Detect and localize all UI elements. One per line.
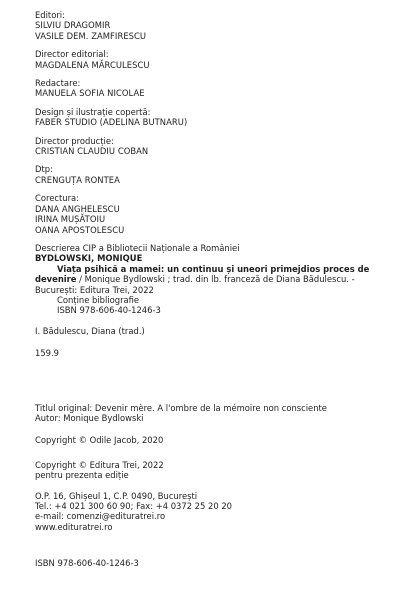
copyright-edition-note: pentru prezenta ediție [35, 470, 129, 481]
credit-role: Editori: [35, 10, 65, 20]
credit-block [35, 193, 405, 235]
credit-block [35, 164, 405, 185]
cip-header: Descrierea CIP a Bibliotecii Naționale a României [35, 242, 240, 253]
contact-web[interactable]: www.edituratrei.ro [35, 521, 113, 532]
contact-phone: Tel.: +4 021 300 60 90; Fax: +4 0372 25 20 20 [35, 501, 232, 511]
cip-isbn: ISBN 978-606-40-1246-3 [57, 305, 161, 316]
contact-section [35, 491, 405, 533]
credit-role: Corectura: [35, 193, 79, 204]
credit-name: VASILE DEM. ZAMFIRESCU [35, 30, 147, 41]
credit-role: Director producție: [35, 135, 114, 146]
cip-classification: 159.9 [35, 348, 59, 359]
credit-block [35, 49, 405, 70]
credits-section [35, 10, 405, 235]
credit-role: Redactare: [35, 78, 81, 89]
credit-name: CRISTIAN CLAUDIU COBAN [35, 146, 149, 157]
cip-title-cont [35, 274, 405, 284]
credit-name: FABER STUDIO (ADELINA BUTNARU) [35, 117, 188, 128]
credit-name: MAGDALENA MĂRCULESCU [35, 59, 150, 70]
credit-name: DANA ANGHELESCU [35, 203, 120, 214]
original-title: Titlul original: Devenir mère. A l'ombre de la mémoire non consciente [35, 402, 327, 413]
isbn-footer: ISBN 978-606-40-1246-3 [35, 558, 139, 569]
contact-email[interactable]: e-mail: comenzi@edituratrei.ro [35, 511, 166, 522]
copyright-edition: Copyright © Editura Trei, 2022 [35, 459, 164, 470]
cip-title: Viața psihică a mamei: un continuu și uneori primejdios proces de [57, 263, 370, 274]
credit-block [35, 107, 405, 128]
credit-block [35, 136, 405, 157]
credit-name: MANUELA SOFIA NICOLAE [35, 88, 145, 99]
copyright-edition-section [35, 460, 405, 481]
credit-block [35, 78, 405, 99]
cip-section [35, 243, 405, 359]
credit-name: SILVIU DRAGOMIR [35, 20, 111, 31]
cip-author: BYDLOWSKI, MONIQUE [35, 253, 143, 264]
credit-role: Director editorial: [35, 49, 109, 60]
cip-translator: I. Bădulescu, Diana (trad.) [35, 325, 145, 336]
credit-block [35, 10, 405, 41]
copyright-page [35, 10, 405, 569]
credit-role: Design și ilustrație copertă: [35, 106, 151, 117]
cip-title-responsibility: / Monique Bydlowski ; trad. din lb. franceză de Diana Bădulescu. - [76, 274, 355, 285]
cip-publisher: București: Editura Trei, 2022 [35, 284, 154, 295]
copyright-original: Copyright © Odile Jacob, 2020 [35, 435, 164, 446]
original-section [35, 403, 405, 424]
cip-title-end: devenire [35, 274, 77, 285]
credit-role: Dtp: [35, 164, 53, 175]
cip-contents: Conține bibliografie [57, 294, 140, 305]
original-author: Autor: Monique Bydlowski [35, 412, 144, 423]
contact-address: O.P. 16, Ghișeul 1, C.P. 0490, București [35, 490, 198, 501]
credit-name: OANA APOSTOLESCU [35, 224, 125, 235]
credit-name: IRINA MUȘĂTOIU [35, 214, 106, 225]
credit-name: CRENGUȚA RONTEA [35, 174, 120, 185]
